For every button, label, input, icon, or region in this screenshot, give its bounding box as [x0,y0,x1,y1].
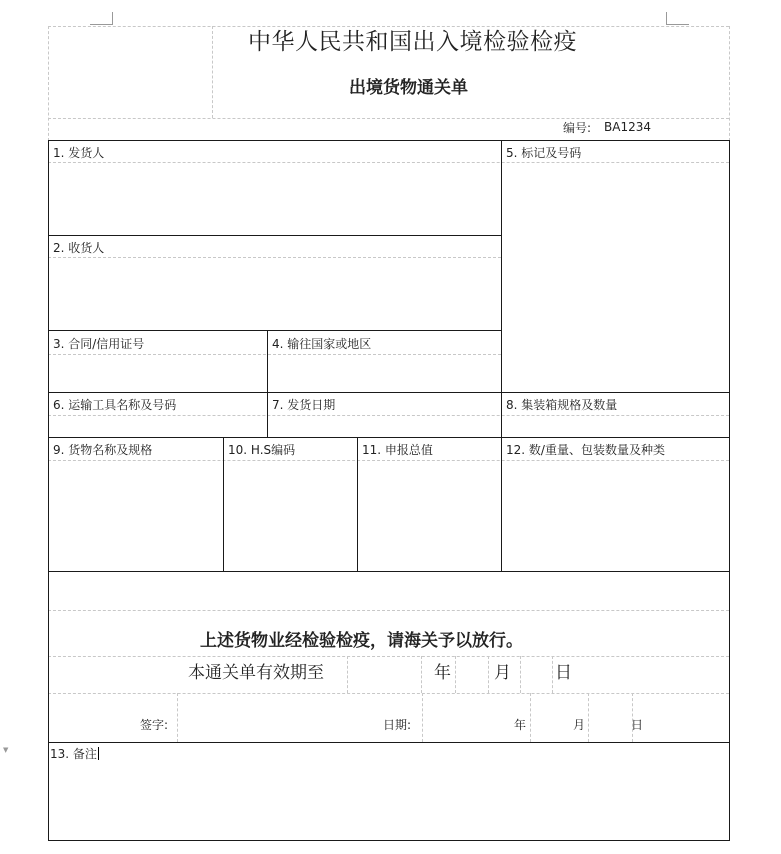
sign-month-label: 月 [573,718,586,732]
validity-day-label: 日 [555,663,572,683]
shipper-field[interactable] [49,163,501,235]
header-border-right [729,26,730,141]
table-border-bottom [48,840,730,841]
ship-date-label: 7. 发货日期 [272,398,336,412]
consignee-label: 2. 收货人 [53,241,105,255]
grid-line [588,693,589,742]
header-divider [212,26,213,118]
margin-marker-icon: ▼ [3,746,9,754]
transport-label: 6. 运输工具名称及号码 [53,398,177,412]
validity-day-field[interactable] [521,657,552,692]
ship-date-field[interactable] [268,416,501,437]
goods-name-field[interactable] [49,461,223,571]
sign-date-field[interactable] [423,694,509,742]
table-border-right [729,140,730,841]
remarks-field[interactable] [49,762,729,840]
sign-field[interactable] [178,694,378,742]
sign-day-label: 日 [631,718,644,732]
marks-field[interactable] [502,163,729,392]
destination-label: 4. 输往国家或地区 [272,337,372,351]
goods-name-label: 9. 货物名称及规格 [53,443,153,457]
table-border-top [48,140,730,141]
table-line [48,235,501,236]
crop-mark-left [90,24,113,25]
number-value[interactable]: BA1234 [604,120,651,134]
release-statement: 上述货物业经检验检疫，请海关予以放行。 [200,631,523,651]
quantity-label: 12. 数/重量、包装数量及种类 [506,443,665,457]
grid-line [488,656,489,693]
quantity-field[interactable] [502,461,729,571]
total-value-label: 11. 申报总值 [362,443,433,457]
date-label: 日期: [383,718,412,732]
remarks-label: 13. 备注 [50,747,97,761]
crop-mark-left-v [112,12,113,25]
table-line [48,330,501,331]
validity-month-field[interactable] [456,657,488,692]
crop-mark-right-v [666,12,667,25]
header-top-line [48,26,729,27]
validity-year-field[interactable] [348,657,421,692]
table-line [48,742,730,743]
total-value-field[interactable] [358,461,501,571]
consignee-field[interactable] [49,258,501,330]
transport-field[interactable] [49,416,267,437]
grid-line [421,656,422,693]
grid-line [552,656,553,693]
grid-line [48,610,729,611]
form-subtitle: 出境货物通关单 [349,78,468,98]
header-bottom-line [48,118,729,119]
sign-year-label: 年 [514,718,527,732]
text-cursor [98,747,99,760]
validity-prefix: 本通关单有效期至 [188,663,324,683]
table-line [48,437,730,438]
crop-mark-right [666,24,689,25]
grid-line [48,693,729,694]
validity-month-label: 月 [494,663,511,683]
form-title: 中华人民共和国出入境检验检疫 [248,29,577,55]
contract-no-label: 3. 合同/信用证号 [53,337,145,351]
contract-no-field[interactable] [49,355,267,392]
number-label: 编号: [563,121,592,135]
header-border-left [48,26,49,141]
validity-year-label: 年 [434,663,451,683]
sign-label: 签字: [140,718,169,732]
hs-code-field[interactable] [224,461,357,571]
container-label: 8. 集装箱规格及数量 [506,398,618,412]
grid-line [530,693,531,742]
destination-field[interactable] [268,355,501,392]
shipper-label: 1. 发货人 [53,146,105,160]
hs-code-label: 10. H.S编码 [228,443,296,457]
table-line [48,392,730,393]
table-line [48,571,730,572]
marks-label: 5. 标记及号码 [506,146,582,160]
container-field[interactable] [502,416,729,437]
